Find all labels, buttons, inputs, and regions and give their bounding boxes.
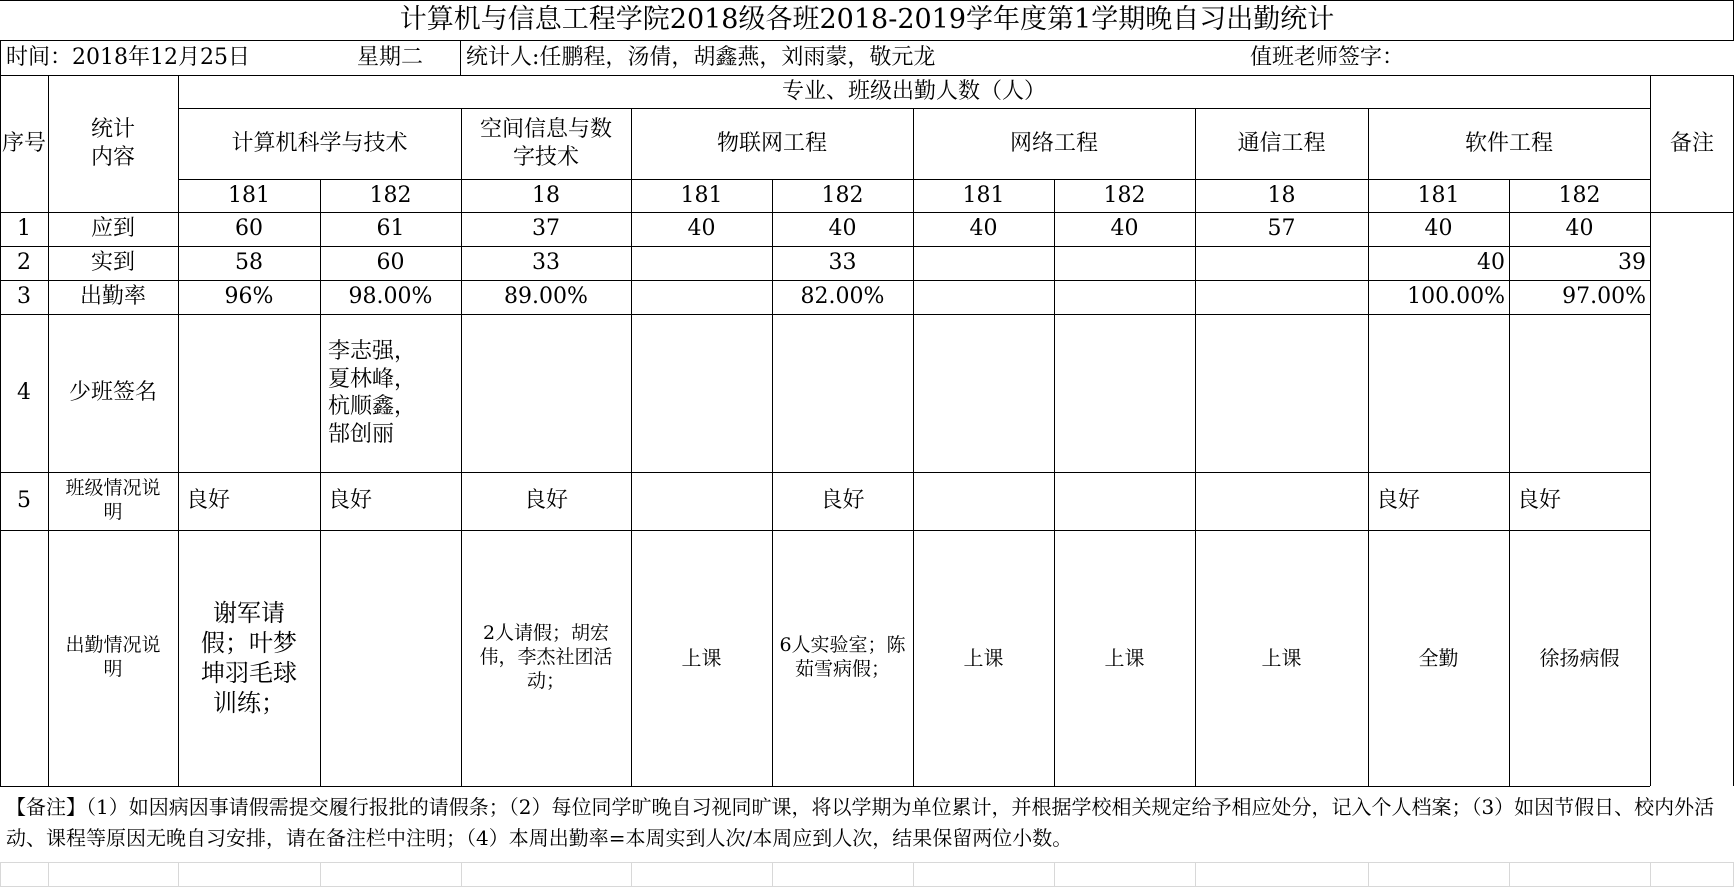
row-expected-spatial-18: 37: [532, 216, 560, 242]
row-attendance-notes-net-182: 上课: [1104, 645, 1145, 670]
row-expected-net-181: 40: [969, 216, 998, 242]
row-actual-seq: 2: [17, 250, 31, 276]
row-attendance-rate-iot-181: [631, 280, 772, 314]
class-net-182: 182: [1103, 182, 1146, 208]
info-time: 时间：2018年12月25日: [6, 44, 250, 70]
row-expected-cs-181: 60: [235, 216, 263, 242]
row-attendance-notes-sw-182: 徐扬病假: [1539, 645, 1620, 670]
major-computer-science: 计算机科学与技术: [231, 130, 408, 156]
row-signature-iot-182: [772, 314, 913, 472]
class-net-181: 181: [962, 182, 1005, 208]
sheet-title: 计算机与信息工程学院2018级各班2018-2019学年度第1学期晚自习出勤统计: [399, 4, 1335, 36]
major-software: 软件工程: [1464, 130, 1553, 156]
row-expected-sw-182: 40: [1565, 216, 1594, 242]
row-signature-iot-181: [631, 314, 772, 472]
row-expected-seq: 1: [17, 216, 31, 242]
row-attendance-rate-net-182: [1054, 280, 1195, 314]
row-signature-cs-182: 李志强，夏林峰，杭顺鑫，郜创丽: [328, 339, 417, 447]
row-attendance-notes-iot-181: 上课: [681, 645, 722, 670]
row-attendance-rate-cs-181: 96%: [224, 284, 274, 310]
row-class-status-sw-181: 良好: [1376, 488, 1421, 514]
class-cs-182: 182: [369, 182, 412, 208]
row-class-status-iot-182: 良好: [820, 488, 865, 514]
row-actual-cs-182: 60: [376, 250, 405, 276]
row-signature-net-181: [913, 314, 1054, 472]
row-actual-remark: [1650, 246, 1734, 280]
row-attendance-rate-label: 出勤率: [79, 284, 146, 310]
row-actual-sw-181: 40: [1477, 250, 1505, 276]
row-signature-net-182: [1054, 314, 1195, 472]
info-stat-people: 统计人:任鹏程，汤倩，胡鑫燕，刘雨蒙，敬元龙: [466, 44, 936, 70]
row-expected-sw-181: 40: [1424, 216, 1453, 242]
row-attendance-notes-seq: [0, 530, 48, 786]
row-attendance-rate-comm-18: [1195, 280, 1368, 314]
row-class-status-net-182: [1054, 472, 1195, 530]
row-signature-comm-18: [1195, 314, 1368, 472]
row-actual-iot-181: [631, 246, 772, 280]
row-actual-iot-182: 33: [828, 250, 857, 276]
row-actual-net-182: [1054, 246, 1195, 280]
row-attendance-notes-cs-181: 谢军请假；叶梦坤羽毛球训练；: [201, 599, 297, 717]
row-attendance-rate-net-181: [913, 280, 1054, 314]
class-iot-182: 182: [821, 182, 864, 208]
row-signature-sw-181: [1368, 314, 1509, 472]
row-expected-iot-181: 40: [687, 216, 716, 242]
row-attendance-notes-cs-182: [320, 530, 461, 786]
row-actual-sw-182: 39: [1618, 250, 1646, 276]
row-attendance-notes-sw-181: 全勤: [1418, 645, 1459, 670]
class-spatial-18: 18: [532, 182, 560, 208]
row-expected-net-182: 40: [1110, 216, 1139, 242]
row-attendance-notes-spatial-18: 2人请假；胡宏伟，李杰社团活动；: [479, 622, 613, 692]
row-class-status-spatial-18: 良好: [523, 488, 568, 514]
row-class-status-seq: 5: [17, 488, 31, 514]
major-spatial-info: 空间信息与数字技术: [479, 117, 612, 170]
row-signature-remark: [1650, 314, 1734, 472]
row-attendance-notes-label: 出勤情况说明: [65, 634, 161, 680]
row-class-status-label: 班级情况说明: [65, 477, 161, 523]
row-signature-spatial-18: [461, 314, 631, 472]
major-iot: 物联网工程: [716, 130, 827, 156]
row-class-status-comm-18: [1195, 472, 1368, 530]
row-signature-sw-182: [1509, 314, 1650, 472]
major-network: 网络工程: [1009, 130, 1098, 156]
row-class-status-cs-182: 良好: [328, 488, 373, 514]
row-attendance-rate-iot-182: 82.00%: [800, 284, 885, 310]
row-class-status-sw-182: 良好: [1517, 488, 1562, 514]
row-attendance-notes-iot-182: 6人实验室；陈茹雪病假；: [779, 634, 906, 680]
row-attendance-rate-sw-182: 97.00%: [1562, 284, 1646, 310]
row-class-status-iot-181: [631, 472, 772, 530]
row-class-status-net-181: [913, 472, 1054, 530]
row-attendance-rate-sw-181: 100.00%: [1407, 284, 1505, 310]
row-actual-comm-18: [1195, 246, 1368, 280]
class-sw-181: 181: [1417, 182, 1460, 208]
row-actual-net-181: [913, 246, 1054, 280]
row-attendance-rate-spatial-18: 89.00%: [504, 284, 588, 310]
info-weekday: 星期二: [356, 44, 423, 70]
row-class-status-cs-181: 良好: [186, 488, 231, 514]
class-cs-181: 181: [228, 182, 270, 208]
row-expected-iot-182: 40: [828, 216, 857, 242]
row-attendance-rate-cs-182: 98.00%: [348, 284, 433, 310]
row-signature-seq: 4: [17, 380, 31, 406]
header-remark: 备注: [1669, 130, 1714, 156]
row-actual-spatial-18: 33: [532, 250, 560, 276]
row-expected-label: 应到: [90, 216, 135, 242]
footer-note: 【备注】（1）如因病因事请假需提交履行报批的请假条；（2）每位同学旷晚自习视同旷课，将以学期为单位累计，并根据学校相关规定给予相应处分，记入个人档案；（3）如因节假日、校内外活动、课程等原因无晚自习安排，请在备注栏中注明；（4）本周出勤率=本周实到人次/本周应到人次，结果保留两位小数。: [6, 795, 1715, 850]
header-group: 专业、班级出勤人数（人）: [781, 78, 1046, 104]
row-signature-cs-181: [178, 314, 320, 472]
row-expected-comm-18: 57: [1267, 216, 1296, 242]
row-attendance-rate-remark: [1650, 280, 1734, 314]
row-expected-remark: [1650, 212, 1734, 246]
row-attendance-notes-comm-18: 上课: [1261, 645, 1302, 670]
row-expected-cs-182: 61: [376, 216, 405, 242]
info-teacher-sign: 值班老师签字：: [1250, 44, 1405, 70]
row-class-status-remark: [1650, 472, 1734, 530]
class-iot-181: 181: [680, 182, 723, 208]
class-comm-18: 18: [1267, 182, 1296, 208]
header-seq: 序号: [1, 130, 46, 156]
row-actual-label: 实到: [90, 250, 135, 276]
major-communication: 通信工程: [1237, 130, 1326, 156]
row-attendance-notes-remark: [1650, 530, 1734, 786]
row-attendance-rate-seq: 3: [17, 284, 31, 310]
header-content: 统计内容: [90, 117, 135, 170]
row-attendance-notes-net-181: 上课: [963, 645, 1004, 670]
row-signature-label: 少班签名: [68, 380, 157, 406]
class-sw-182: 182: [1558, 182, 1601, 208]
row-actual-cs-181: 58: [235, 250, 263, 276]
